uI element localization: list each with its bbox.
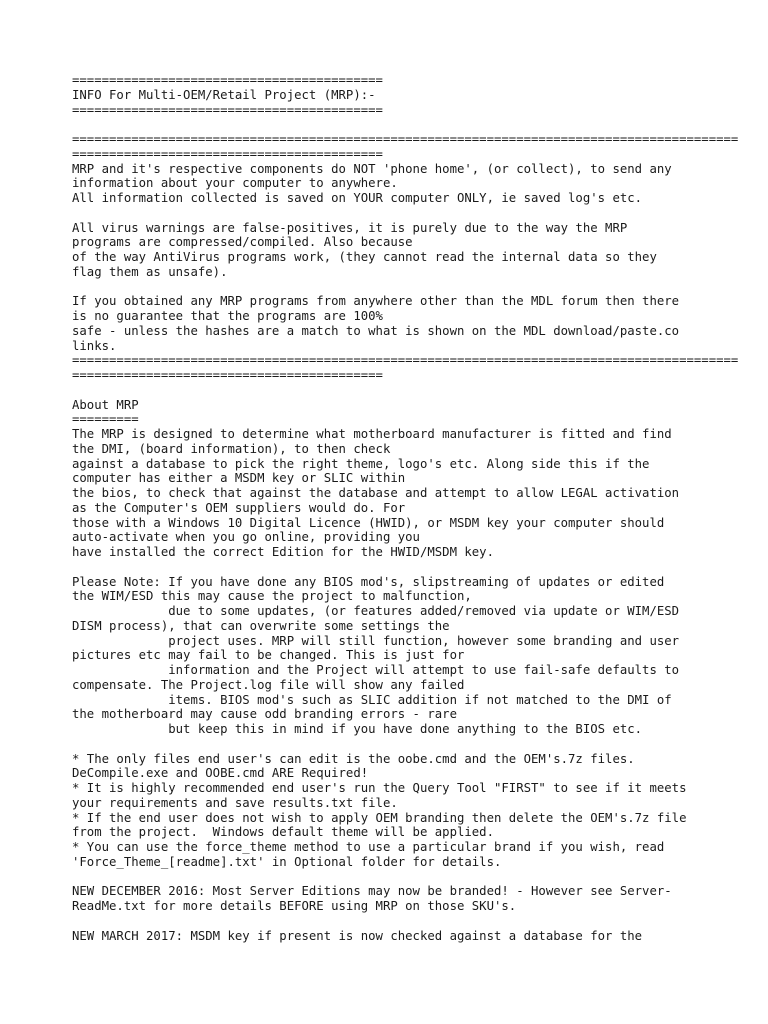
blank-line [72,206,712,221]
document-page [72,73,739,943]
text-line: auto-activate when you go online, providing you [72,530,420,545]
text-line: have installed the correct Edition for the HWID/MSDM key. [72,545,494,559]
text-line: the bios, to check that against the database and attempt to allow LEGAL activation [72,486,680,500]
text-line: ========================================== [72,73,383,87]
text-line: computer has either a MSDM key or SLIC within [72,471,406,486]
text-line: items. BIOS mod's such as SLIC addition if not matched to the DMI of [72,692,672,707]
text-line: All virus warnings are false-positives, it is purely due to the way the MRP [72,220,628,235]
text-line: INFO For Multi-OEM/Retail Project (MRP):- [72,87,376,102]
text-line: ========================================== [72,368,383,382]
blank-line [72,870,712,885]
blank-line [72,117,712,132]
text-line: safe - unless the hashes are a match to what is shown on the MDL download/paste.co [72,323,680,338]
text-line: DISM process), that can overwrite some settings the [72,618,450,633]
text-line: ========================================== [72,146,383,161]
text-line: your requirements and save results.txt file. [72,795,398,810]
text-line: Please Note: If you have done any BIOS mod's, slipstreaming of updates or edited [72,574,665,589]
text-line: NEW DECEMBER 2016: Most Server Editions may now be branded! - However see Server- [72,884,672,899]
text-line: ReadMe.txt for more details BEFORE using MRP on those SKU's. [72,899,517,913]
text-line: MRP and it's respective components do NOT 'phone home', (or collect), to send any [72,161,672,176]
text-line: the WIM/ESD this may cause the project to malfunction, [72,589,472,604]
text-line: is no guarantee that the programs are 100% [72,309,383,323]
blank-line [72,737,712,752]
text-line: ========================================================================================== [72,132,739,146]
text-line: If you obtained any MRP programs from anywhere other than the MDL forum then there [72,294,680,309]
text-line: project uses. MRP will still function, however some branding and user [72,633,680,648]
text-line: pictures etc may fail to be changed. This is just for [72,648,465,663]
text-line: information and the Project will attempt to use fail-safe defaults to [72,663,680,677]
text-line: About MRP [72,397,139,412]
text-line: but keep this in mind if you have done anything to the BIOS etc. [72,722,643,736]
blank-line [72,560,712,575]
blank-line [72,914,712,929]
blank-line [72,383,712,398]
text-line: flag them as unsafe). [72,264,228,279]
text-line: * The only files end user's can edit is the oobe.cmd and the OEM's.7z files. [72,751,635,766]
text-line: * You can use the force_theme method to use a particular brand if you wish, read [72,840,665,854]
text-line: ========================================================================================== [72,353,739,368]
text-line: those with a Windows 10 Digital Licence (HWID), or MSDM key your computer should [72,515,665,530]
text-line: ========= [72,412,139,427]
text-line: the DMI, (board information), to then check [72,441,391,456]
text-line: compensate. The Project.log file will show any failed [72,677,465,692]
text-line: The MRP is designed to determine what motherboard manufacturer is fitted and find [72,427,672,441]
text-line: All information collected is saved on YOUR computer ONLY, ie saved log's etc. [72,191,643,205]
text-line: links. [72,338,117,353]
text-line: the motherboard may cause odd branding errors - rare [72,707,457,722]
text-line: DeCompile.exe and OOBE.cmd ARE Required! [72,766,369,781]
text-line: of the way AntiVirus programs work, (they cannot read the internal data so they [72,250,657,264]
text-line: information about your computer to anywhere. [72,176,398,191]
text-line: NEW MARCH 2017: MSDM key if present is now checked against a database for the [72,928,643,943]
text-line: * If the end user does not wish to apply OEM branding then delete the OEM's.7z file [72,810,687,825]
text-line: as the Computer's OEM suppliers would do. For [72,500,406,515]
text-line: from the project. Windows default theme will be applied. [72,825,494,840]
text-line: * It is highly recommended end user's run the Query Tool "FIRST" to see if it meets [72,781,687,795]
text-line: programs are compressed/compiled. Also because [72,235,413,250]
blank-line [72,280,712,295]
text-line: ========================================== [72,102,383,117]
text-line: 'Force_Theme_[readme].txt' in Optional folder for details. [72,854,502,869]
text-line: against a database to pick the right theme, logo's etc. Along side this if the [72,456,650,471]
text-line: due to some updates, (or features added/removed via update or WIM/ESD [72,604,680,618]
